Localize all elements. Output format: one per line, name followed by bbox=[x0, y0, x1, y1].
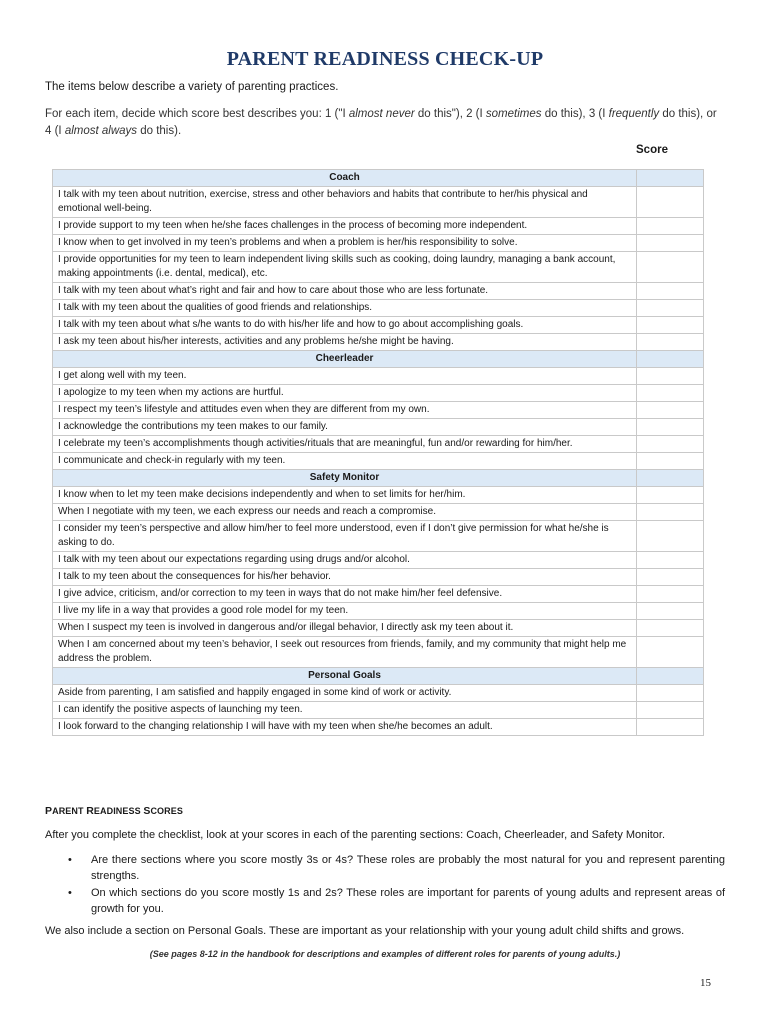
scores-section-heading bbox=[45, 805, 183, 817]
score-input-cell[interactable] bbox=[637, 235, 704, 252]
heading-smallcaps: CORES bbox=[150, 806, 183, 816]
heading-cap: P bbox=[45, 805, 53, 817]
instr-part: do this), or 4 (I bbox=[45, 108, 717, 137]
practice-statement: I apologize to my teen when my actions are hurtful. bbox=[53, 385, 637, 402]
practice-statement: I talk with my teen about our expectations regarding using drugs and/or alcohol. bbox=[53, 552, 637, 569]
score-input-cell[interactable] bbox=[637, 300, 704, 317]
score-input-cell[interactable] bbox=[637, 453, 704, 470]
practice-statement: I talk with my teen about what s/he wants to do with his/her life and how to go about accomplishing goals. bbox=[53, 317, 637, 334]
table-row bbox=[53, 702, 704, 719]
practice-statement: When I negotiate with my teen, we each express our needs and reach a compromise. bbox=[53, 504, 637, 521]
bullet-icon: • bbox=[68, 854, 72, 866]
practice-statement: I look forward to the changing relationship I will have with my teen when she/he becomes an adult. bbox=[53, 719, 637, 736]
practice-statement: Aside from parenting, I am satisfied and happily engaged in some kind of work or activity. bbox=[53, 685, 637, 702]
score-cell bbox=[637, 668, 704, 685]
bullet-text: Are there sections where you score mostly 3s or 4s? These roles are probably the most natural for you and represent parenting strengths. bbox=[91, 854, 725, 882]
practice-statement: I talk with my teen about what’s right and fair and how to care about those who are less fortunate. bbox=[53, 283, 637, 300]
table-row bbox=[53, 603, 704, 620]
table-row bbox=[53, 218, 704, 235]
table-row bbox=[53, 453, 704, 470]
scoring-instructions bbox=[45, 106, 725, 140]
handbook-reference: (See pages 8-12 in the handbook for descriptions and examples of different roles for parents of young adults.) bbox=[149, 949, 621, 959]
score-input-cell[interactable] bbox=[637, 569, 704, 586]
practice-statement: I acknowledge the contributions my teen makes to our family. bbox=[53, 419, 637, 436]
instr-part: do this), 3 (I bbox=[541, 108, 609, 120]
section-header-row bbox=[53, 351, 704, 368]
practice-statement: I can identify the positive aspects of launching my teen. bbox=[53, 702, 637, 719]
bullet-item bbox=[45, 885, 725, 917]
score-input-cell[interactable] bbox=[637, 603, 704, 620]
bullet-icon: • bbox=[68, 887, 72, 899]
practice-statement: I respect my teen’s lifestyle and attitudes even when they are different from my own. bbox=[53, 402, 637, 419]
practice-statement: I talk with my teen about the qualities of good friends and relationships. bbox=[53, 300, 637, 317]
heading-cap: R bbox=[86, 805, 94, 817]
practice-statement: I provide opportunities for my teen to learn independent living skills such as cooking, doing laundry, managing a bank account, making appointments (i.e. dental, medical), etc. bbox=[53, 252, 637, 283]
table-row bbox=[53, 368, 704, 385]
heading-smallcaps: EADINESS bbox=[93, 806, 144, 816]
score-cell bbox=[637, 351, 704, 368]
table-row bbox=[53, 504, 704, 521]
section-header-row bbox=[53, 668, 704, 685]
score-input-cell[interactable] bbox=[637, 719, 704, 736]
checkup-table bbox=[52, 169, 704, 736]
practice-statement: I talk with my teen about nutrition, exercise, stress and other behaviors and habits that contribute to her/his physical and emotional well-being. bbox=[53, 187, 637, 218]
score-input-cell[interactable] bbox=[637, 552, 704, 569]
score-input-cell[interactable] bbox=[637, 702, 704, 719]
instr-part: do this"), 2 (I bbox=[414, 108, 486, 120]
heading-smallcaps: ARENT bbox=[52, 806, 87, 816]
score-input-cell[interactable] bbox=[637, 487, 704, 504]
score-input-cell[interactable] bbox=[637, 218, 704, 235]
score-input-cell[interactable] bbox=[637, 436, 704, 453]
score-input-cell[interactable] bbox=[637, 385, 704, 402]
instr-emphasis: almost never bbox=[348, 108, 415, 120]
practice-statement: I know when to let my teen make decisions independently and when to set limits for her/him. bbox=[53, 487, 637, 504]
score-input-cell[interactable] bbox=[637, 419, 704, 436]
after-checklist-text: After you complete the checklist, look at your scores in each of the parenting sections: Coach, Cheerleader, and Safety Monitor. bbox=[45, 829, 666, 841]
table-row bbox=[53, 385, 704, 402]
page-title: PARENT READINESS CHECK-UP bbox=[226, 48, 544, 70]
practice-statement: I ask my teen about his/her interests, activities and any problems he/she might be having. bbox=[53, 334, 637, 351]
practice-statement: When I suspect my teen is involved in dangerous and/or illegal behavior, I directly ask my teen about it. bbox=[53, 620, 637, 637]
section-heading: Cheerleader bbox=[53, 351, 637, 368]
table-row bbox=[53, 637, 704, 668]
practice-statement: I talk to my teen about the consequences for his/her behavior. bbox=[53, 569, 637, 586]
table-row bbox=[53, 719, 704, 736]
practice-statement: I communicate and check-in regularly with my teen. bbox=[53, 453, 637, 470]
practice-statement: I provide support to my teen when he/she faces challenges in the process of becoming more independent. bbox=[53, 218, 637, 235]
table-row bbox=[53, 317, 704, 334]
table-row bbox=[53, 685, 704, 702]
score-input-cell[interactable] bbox=[637, 317, 704, 334]
practice-statement: I celebrate my teen’s accomplishments though activities/rituals that are meaningful, fun and/or rewarding for him/her. bbox=[53, 436, 637, 453]
score-column-header: Score bbox=[636, 144, 668, 156]
section-heading: Safety Monitor bbox=[53, 470, 637, 487]
table-row bbox=[53, 569, 704, 586]
score-input-cell[interactable] bbox=[637, 685, 704, 702]
score-input-cell[interactable] bbox=[637, 283, 704, 300]
instr-emphasis: sometimes bbox=[485, 108, 542, 120]
bullet-text: On which sections do you score mostly 1s and 2s? These roles are important for parents of young adults and represent areas of growth for you. bbox=[91, 887, 725, 915]
table-row bbox=[53, 187, 704, 218]
practice-statement: I know when to get involved in my teen’s problems and when a problem is her/his responsibility to solve. bbox=[53, 235, 637, 252]
table-row bbox=[53, 283, 704, 300]
table-row bbox=[53, 620, 704, 637]
score-input-cell[interactable] bbox=[637, 504, 704, 521]
page-number: 15 bbox=[700, 977, 711, 989]
score-cell bbox=[637, 470, 704, 487]
score-input-cell[interactable] bbox=[637, 586, 704, 603]
section-header-row bbox=[53, 470, 704, 487]
personal-goals-note: We also include a section on Personal Goals. These are important as your relationship with your young adult child shifts and grows. bbox=[45, 925, 685, 937]
table-row bbox=[53, 334, 704, 351]
section-header-row bbox=[53, 170, 704, 187]
table-row bbox=[53, 586, 704, 603]
instr-emphasis: almost always bbox=[64, 125, 138, 137]
practice-statement: I consider my teen’s perspective and allow him/her to feel more understood, even if I don’t give permission for what he/she is asking to do. bbox=[53, 521, 637, 552]
instr-part: For each item, decide which score best describes you: 1 ("I bbox=[45, 108, 349, 120]
score-input-cell[interactable] bbox=[637, 334, 704, 351]
table-row bbox=[53, 521, 704, 552]
heading-cap: S bbox=[143, 805, 151, 817]
score-input-cell[interactable] bbox=[637, 402, 704, 419]
table-row bbox=[53, 300, 704, 317]
table-row bbox=[53, 402, 704, 419]
practice-statement: I give advice, criticism, and/or correction to my teen in ways that do not make him/her feel defensive. bbox=[53, 586, 637, 603]
bullet-item bbox=[45, 852, 725, 884]
table-row bbox=[53, 436, 704, 453]
score-input-cell[interactable] bbox=[637, 620, 704, 637]
practice-statement: I live my life in a way that provides a good role model for my teen. bbox=[53, 603, 637, 620]
score-input-cell[interactable] bbox=[637, 521, 704, 552]
score-input-cell[interactable] bbox=[637, 187, 704, 218]
table-row bbox=[53, 552, 704, 569]
table-row bbox=[53, 252, 704, 283]
practice-statement: When I am concerned about my teen’s behavior, I seek out resources from friends, family, and my community that might help me address the problem. bbox=[53, 637, 637, 668]
table-row bbox=[53, 419, 704, 436]
score-input-cell[interactable] bbox=[637, 368, 704, 385]
score-cell bbox=[637, 170, 704, 187]
instr-emphasis: frequently bbox=[608, 108, 660, 120]
table-row bbox=[53, 235, 704, 252]
table-row bbox=[53, 487, 704, 504]
section-heading: Coach bbox=[53, 170, 637, 187]
bullet-list bbox=[45, 852, 725, 918]
instr-part: do this). bbox=[137, 125, 182, 137]
intro-text: The items below describe a variety of parenting practices. bbox=[45, 81, 339, 93]
score-input-cell[interactable] bbox=[637, 637, 704, 668]
score-input-cell[interactable] bbox=[637, 252, 704, 283]
practice-statement: I get along well with my teen. bbox=[53, 368, 637, 385]
section-heading: Personal Goals bbox=[53, 668, 637, 685]
